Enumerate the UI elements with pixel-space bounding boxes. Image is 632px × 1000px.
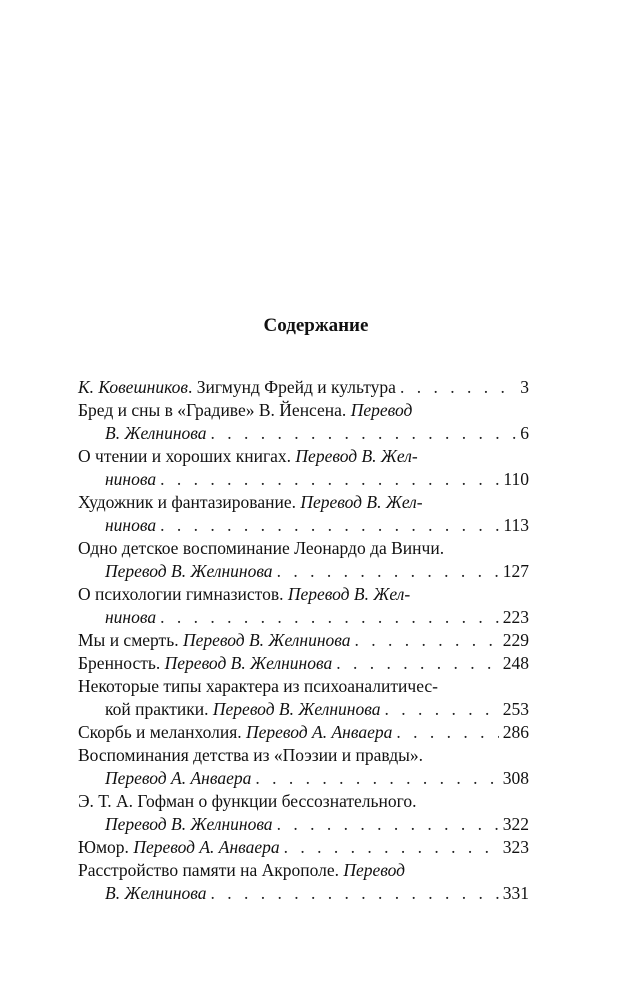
entry-title: . Зигмунд Фрейд и культура xyxy=(187,377,396,397)
entry-page: 322 xyxy=(502,814,529,834)
toc-entry-continuation[interactable] xyxy=(78,698,529,721)
dot-leader xyxy=(160,514,499,537)
dot-leader xyxy=(277,813,499,836)
entry-translator: нинова xyxy=(105,515,157,535)
dot-leader xyxy=(284,836,499,859)
entry-page: 331 xyxy=(502,883,529,903)
entry-translator: В. Желнинова xyxy=(105,883,207,903)
entry-translator: Перевод В. Желнинова xyxy=(182,630,351,650)
entry-title: Скорбь и меланхолия. xyxy=(78,722,246,742)
entry-page: 110 xyxy=(503,469,529,489)
entry-translator: нинова xyxy=(105,469,157,489)
entry-title: Некоторые типы характера из психоаналитичес- xyxy=(78,676,438,696)
toc-entry[interactable] xyxy=(78,491,529,514)
entry-title: Юмор. xyxy=(78,837,134,857)
entry-translator: Перевод А. Анваера xyxy=(246,722,393,742)
entry-translator: Перевод В. Жел- xyxy=(300,492,423,512)
dot-leader xyxy=(160,606,499,629)
toc-entry[interactable] xyxy=(78,399,529,422)
toc-entry[interactable] xyxy=(78,629,529,652)
entry-title: Расстройство памяти на Акрополе. xyxy=(78,860,344,880)
entry-translator: Перевод В. Жел- xyxy=(295,446,418,466)
entry-page: 3 xyxy=(520,377,529,397)
toc-entry-continuation[interactable] xyxy=(78,422,529,445)
toc-entry-continuation[interactable] xyxy=(78,813,529,836)
toc-entry-continuation[interactable] xyxy=(78,767,529,790)
dot-leader xyxy=(211,422,517,445)
entry-title: О чтении и хороших книгах. xyxy=(78,446,296,466)
toc-entry[interactable] xyxy=(78,537,529,560)
toc-entry-continuation[interactable] xyxy=(78,514,529,537)
entry-translator: Перевод В. Желнинова xyxy=(212,699,381,719)
entry-title: Художник и фантазирование. xyxy=(78,492,301,512)
entry-translator: нинова xyxy=(105,607,157,627)
entry-translator: Перевод В. Жел- xyxy=(287,584,411,604)
toc-entry[interactable] xyxy=(78,376,529,399)
entry-page: 6 xyxy=(520,423,529,443)
toc-entry[interactable] xyxy=(78,583,529,606)
toc-entry-continuation[interactable] xyxy=(78,468,529,491)
entry-author: К. Ковешников xyxy=(78,377,188,397)
entry-title: Э. Т. А. Гофман о функции бессознательного. xyxy=(78,791,417,811)
entry-translator: Перевод xyxy=(343,860,406,880)
table-of-contents xyxy=(78,376,529,905)
dot-leader xyxy=(277,560,499,583)
toc-entry-continuation[interactable] xyxy=(78,606,529,629)
entry-title: Бред и сны в «Градиве» В. Йенсена. xyxy=(78,400,351,420)
toc-entry-continuation[interactable] xyxy=(78,882,529,905)
toc-entry-continuation[interactable] xyxy=(78,560,529,583)
dot-leader xyxy=(336,652,499,675)
entry-title: Мы и смерть. xyxy=(78,630,183,650)
toc-entry[interactable] xyxy=(78,744,529,767)
entry-translator: В. Желнинова xyxy=(105,423,207,443)
entry-page: 308 xyxy=(502,768,529,788)
toc-entry[interactable] xyxy=(78,652,529,675)
entry-page: 248 xyxy=(502,653,529,673)
entry-translator: Перевод xyxy=(350,400,413,420)
entry-page: 229 xyxy=(502,630,529,650)
toc-entry[interactable] xyxy=(78,675,529,698)
entry-translator: Перевод А. Анваера xyxy=(105,768,252,788)
entry-page: 286 xyxy=(502,722,529,742)
entry-page: 127 xyxy=(502,561,529,581)
entry-translator: Перевод В. Желнинова xyxy=(105,814,273,834)
entry-page: 253 xyxy=(502,699,529,719)
entry-translator: Перевод В. Желнинова xyxy=(105,561,273,581)
entry-translator: Перевод В. Желнинова xyxy=(164,653,333,673)
dot-leader xyxy=(396,721,498,744)
dot-leader xyxy=(400,376,516,399)
toc-heading: Содержание xyxy=(263,315,369,336)
toc-entry[interactable] xyxy=(78,790,529,813)
toc-entry[interactable] xyxy=(78,859,529,882)
entry-title: Воспоминания детства из «Поэзии и правды». xyxy=(78,745,424,765)
dot-leader xyxy=(255,767,498,790)
entry-title: Одно детское воспоминание Леонардо да Винчи. xyxy=(78,538,445,558)
dot-leader xyxy=(211,882,499,905)
toc-entry[interactable] xyxy=(78,445,529,468)
entry-title: О психологии гимназистов. xyxy=(78,584,288,604)
entry-translator: Перевод А. Анваера xyxy=(133,837,280,857)
dot-leader xyxy=(160,468,499,491)
entry-page: 113 xyxy=(503,515,529,535)
entry-title: кой практики. xyxy=(105,699,213,719)
dot-leader xyxy=(384,698,498,721)
dot-leader xyxy=(355,629,499,652)
toc-entry[interactable] xyxy=(78,836,529,859)
entry-page: 323 xyxy=(502,837,529,857)
entry-page: 223 xyxy=(502,607,529,627)
entry-title: Бренность. xyxy=(78,653,165,673)
toc-entry[interactable] xyxy=(78,721,529,744)
